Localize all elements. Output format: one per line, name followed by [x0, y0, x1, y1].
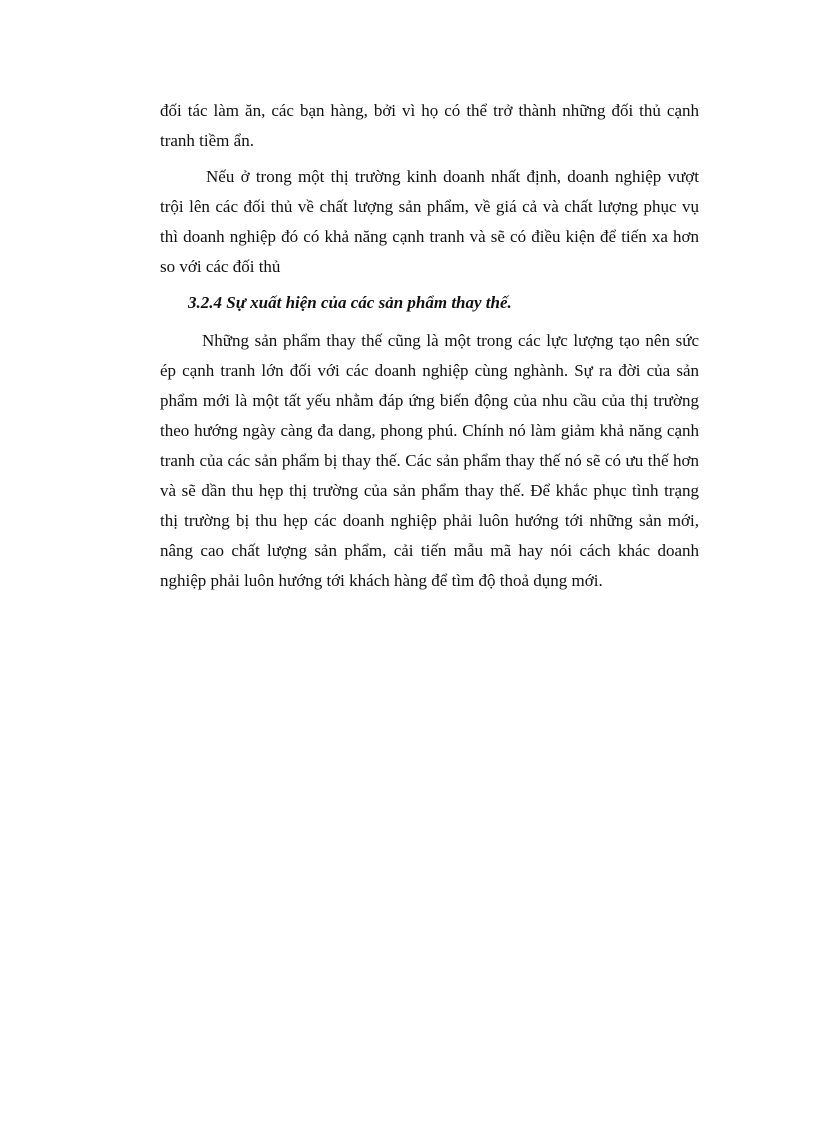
document-body [160, 96, 699, 602]
paragraph-continuation: đối tác làm ăn, các bạn hàng, bởi vì họ có thể trở thành những đối thủ cạnh tranh tiềm ẩn. [160, 101, 699, 150]
paragraph-competitive-advantage: Nếu ở trong một thị trường kinh doanh nhất định, doanh nghiệp vượt trội lên các đối thủ về chất lượng sản phẩm, về giá cả và chất lượng phục vụ thì doanh nghiệp đó có khả năng cạnh tranh và sẽ có điều kiện để tiến xa hơn so với các đối thủ [160, 167, 699, 276]
section-heading: 3.2.4 Sự xuất hiện của các sản phẩm thay thế. [188, 293, 512, 312]
paragraph-substitute-products: Những sản phẩm thay thế cũng là một trong các lực lượng tạo nên sức ép cạnh tranh lớn đối với các doanh nghiệp cùng nghành. Sự ra đời của sản phẩm mới là một tất yếu nhằm đáp ứng biến động của nhu cầu của thị trường theo hướng ngày càng đa dang, phong phú. Chính nó làm giảm khả năng cạnh tranh của các sản phẩm bị thay thế. Các sản phẩm thay thế nó sẽ có ưu thế hơn và sẽ dần thu hẹp thị trường của sản phẩm thay thế. Để khắc phục tình trạng thị trường bị thu hẹp các doanh nghiệp phải luôn hướng tới những sản mới, nâng cao chất lượng sản phẩm, cải tiến mẫu mã hay nói cách khác doanh nghiệp phải luôn hướng tới khách hàng để tìm độ thoả dụng mới. [160, 331, 699, 590]
